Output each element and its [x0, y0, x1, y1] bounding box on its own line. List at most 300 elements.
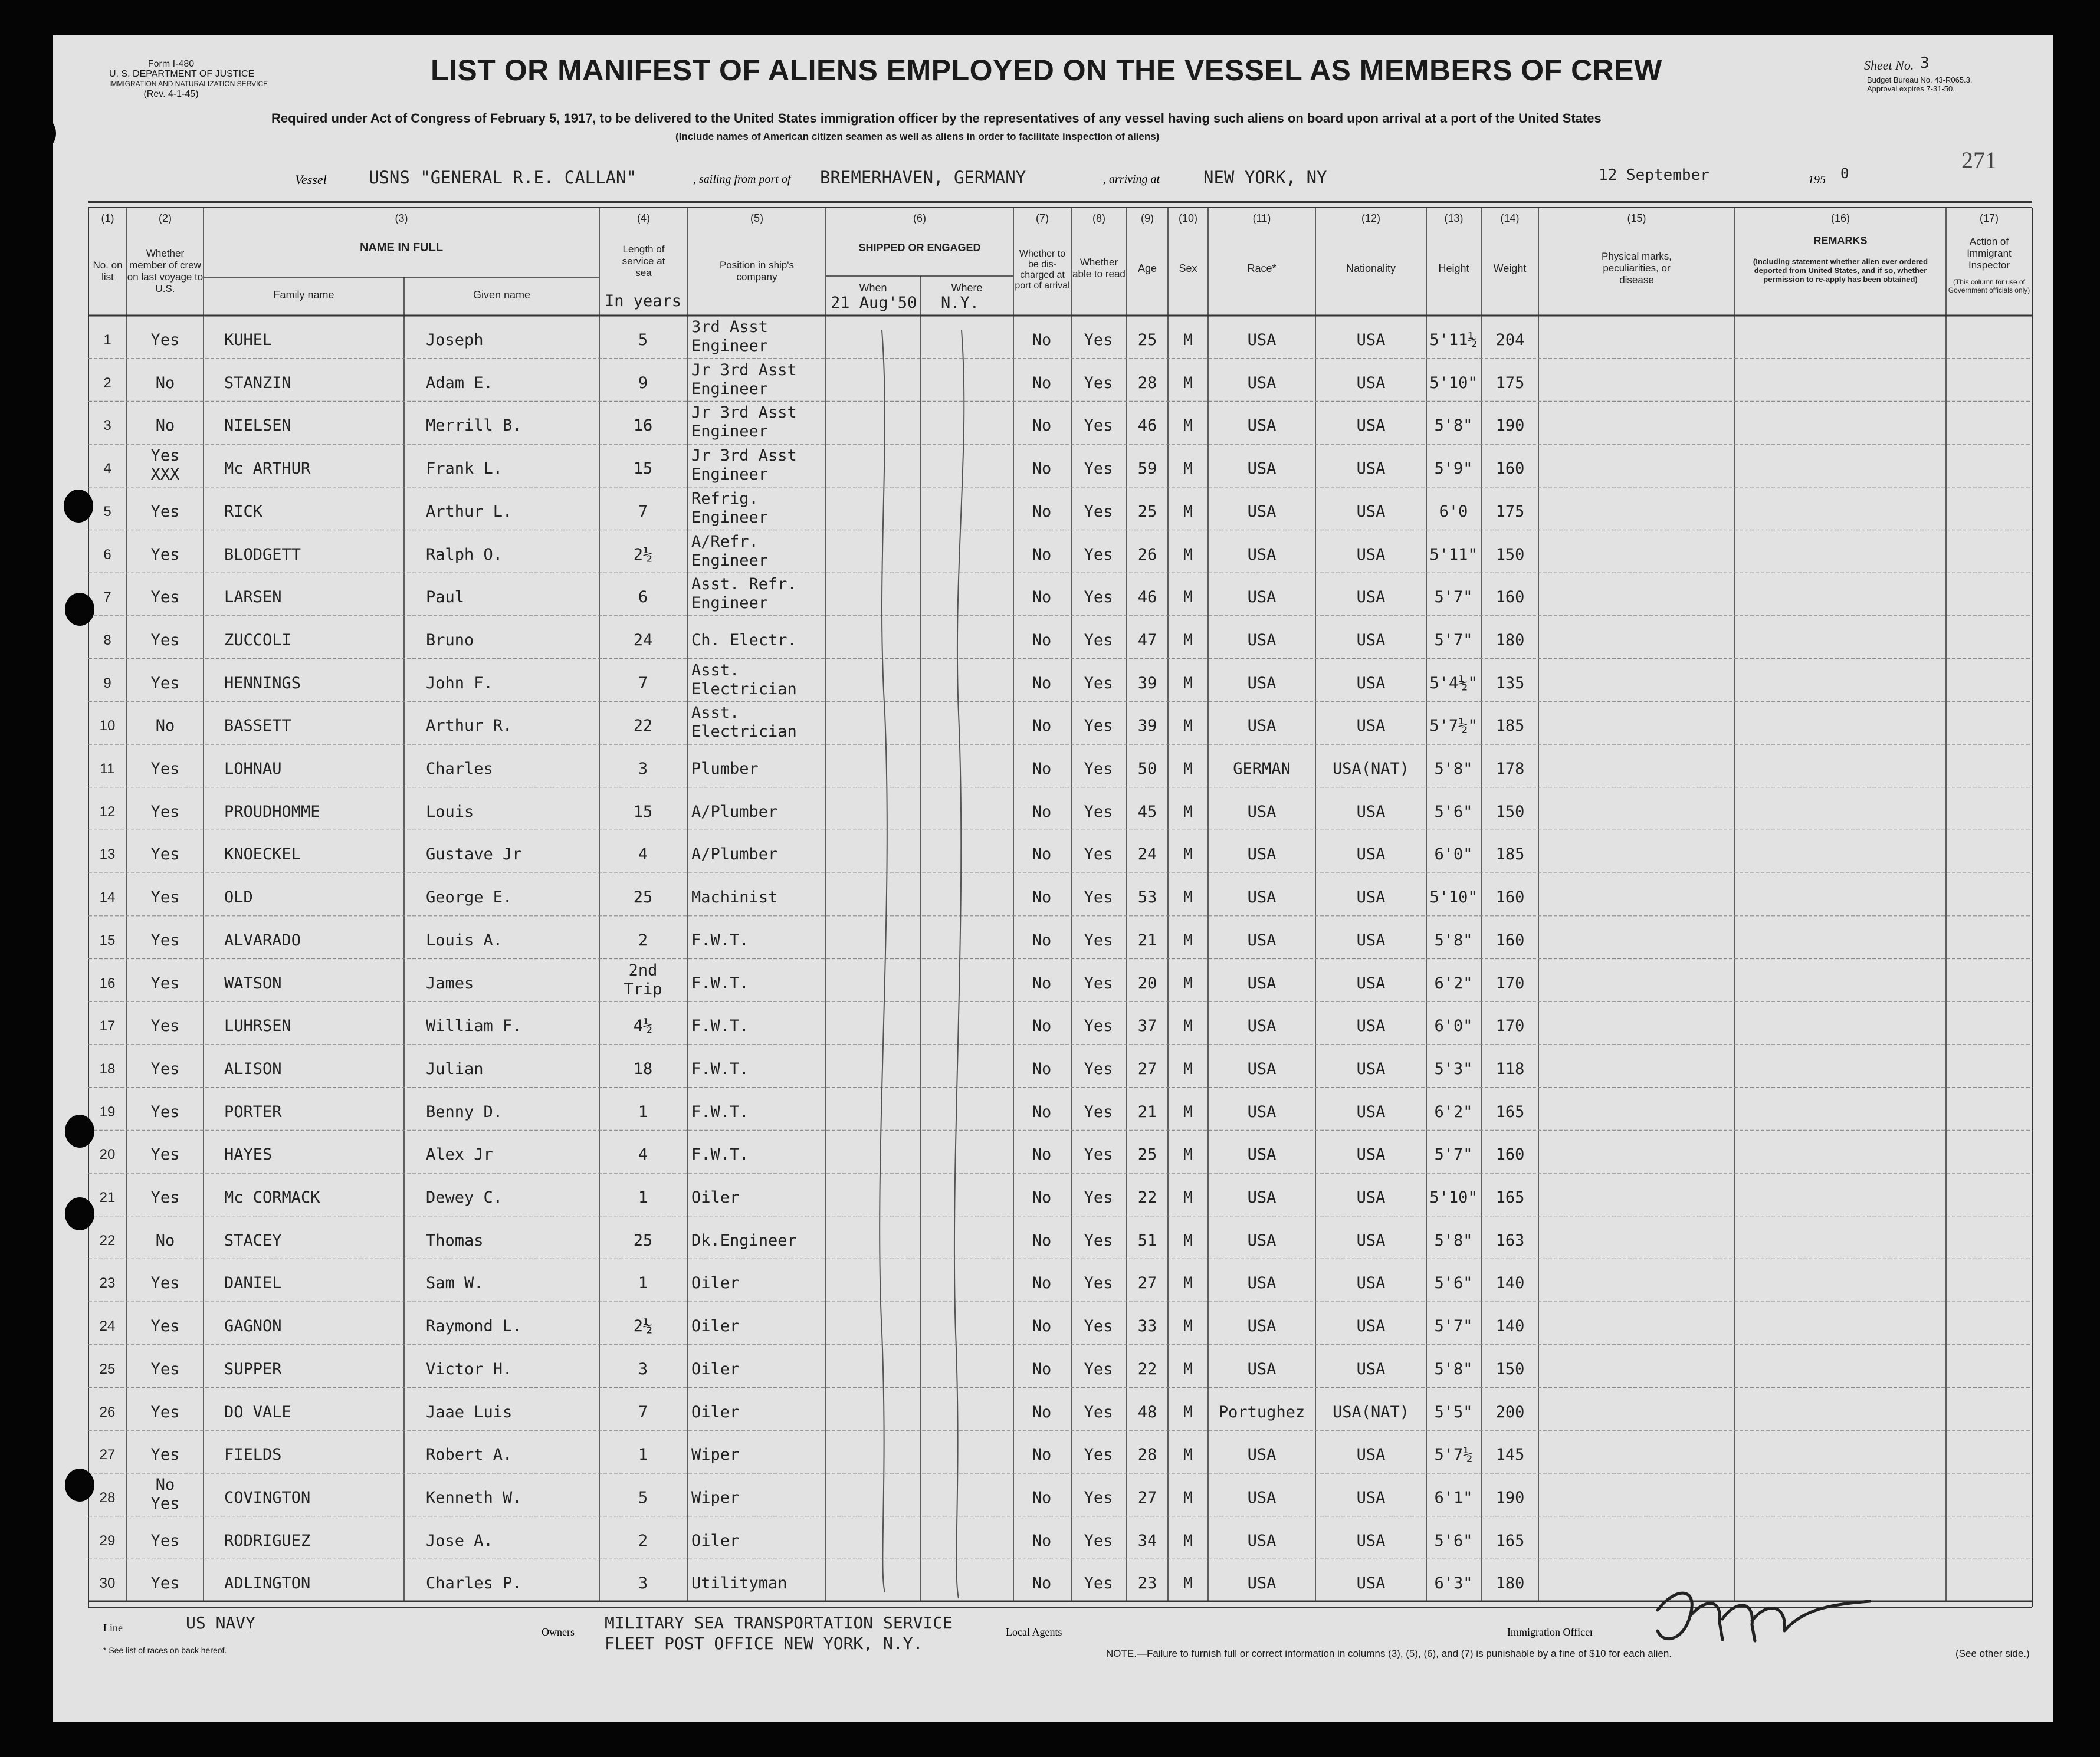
cell-nat: USA	[1356, 459, 1386, 478]
cell-nat: USA	[1356, 845, 1386, 864]
cell-disch: No	[1032, 845, 1052, 864]
cell-given: Jaae Luis	[426, 1403, 513, 1421]
cell-family: OLD	[224, 888, 253, 907]
cell-height: 5'11½	[1429, 331, 1478, 349]
cell-nat: USA	[1356, 1317, 1386, 1336]
cell-service: 1	[638, 1102, 648, 1121]
cell-position: A/Plumber	[691, 802, 778, 821]
local-agents-label: Local Agents	[1006, 1626, 1062, 1638]
cell-no: 4	[103, 461, 111, 477]
cell-nat: USA	[1356, 502, 1386, 521]
cell-family: KUHEL	[224, 331, 273, 349]
cell-sex: M	[1183, 1403, 1193, 1421]
header-race: Race*	[1247, 262, 1277, 274]
line-value: US NAVY	[186, 1613, 256, 1633]
punch-hole	[65, 593, 94, 626]
cell-service: 4	[638, 845, 648, 864]
cell-family: STACEY	[224, 1231, 282, 1250]
cell-no: 8	[103, 632, 111, 648]
cell-read: Yes	[1084, 1403, 1113, 1421]
cell-read: Yes	[1084, 1446, 1113, 1464]
cell-service: 2	[638, 931, 648, 950]
subtitle-note: (Include names of American citizen seamen as well as aliens in order to facilitate inspection of aliens)	[675, 131, 1160, 142]
cell-disch: No	[1032, 1317, 1052, 1336]
cell-prev: Yes	[150, 974, 180, 993]
punch-hole	[65, 1115, 94, 1148]
header-where: Where	[951, 282, 983, 294]
cell-race: USA	[1247, 1274, 1277, 1293]
cell-service: 24	[633, 630, 653, 649]
cell-disch: No	[1032, 1145, 1052, 1164]
cell-race: USA	[1247, 1231, 1277, 1250]
cell-weight: 160	[1495, 1145, 1525, 1164]
header-position: Position in ship's company	[719, 260, 795, 283]
cell-family: PROUDHOMME	[224, 802, 320, 821]
owners-line-1: MILITARY SEA TRANSPORTATION SERVICE	[605, 1613, 953, 1633]
cell-given: Joseph	[426, 331, 484, 349]
cell-no: 7	[103, 589, 111, 606]
cell-family: LARSEN	[224, 588, 282, 607]
cell-race: USA	[1247, 331, 1277, 349]
cell-height: 6'2"	[1434, 974, 1473, 993]
cell-age: 26	[1137, 545, 1157, 564]
fine-note: NOTE.—Failure to furnish full or correct information in columns (3), (5), (6), and (7) is punishable by a fine of $10 for each alien.	[1106, 1648, 1672, 1659]
shipped-where: N.Y.	[941, 294, 980, 312]
cell-weight: 185	[1495, 845, 1525, 864]
cell-no: 18	[99, 1060, 116, 1077]
cell-family: ADLINGTON	[224, 1574, 311, 1593]
cell-disch: No	[1032, 1102, 1052, 1121]
cell-read: Yes	[1084, 1317, 1113, 1336]
cell-height: 5'3"	[1434, 1059, 1473, 1078]
cell-sex: M	[1183, 1488, 1193, 1507]
cell-no: 20	[99, 1147, 116, 1163]
col-number-10: (10)	[1178, 212, 1197, 224]
cell-weight: 190	[1495, 1488, 1525, 1507]
cell-sex: M	[1183, 1231, 1193, 1250]
header-shipped-engaged: SHIPPED OR ENGAGED	[858, 242, 981, 254]
punch-hole	[64, 490, 93, 523]
cell-position: Jr 3rd Asst Engineer	[691, 403, 797, 441]
cell-prev: Yes	[150, 931, 180, 950]
manifest-sheet	[53, 35, 2053, 1722]
cell-no: 15	[99, 932, 116, 948]
cell-position: Asst. Electrician	[691, 704, 797, 741]
col-number-5: (5)	[750, 212, 763, 224]
cell-read: Yes	[1084, 416, 1113, 435]
cell-age: 28	[1137, 1446, 1157, 1464]
revision: (Rev. 4-1-45)	[143, 89, 199, 99]
cell-read: Yes	[1084, 373, 1113, 392]
cell-service: 3	[638, 1359, 648, 1378]
cell-nat: USA	[1356, 974, 1386, 993]
cell-position: Machinist	[691, 888, 778, 907]
cell-height: 5'8"	[1434, 416, 1473, 435]
cell-no: 26	[99, 1404, 116, 1420]
arrival-date: 12 September	[1599, 166, 1709, 184]
cell-no: 3	[103, 418, 111, 434]
races-footnote: * See list of races on back hereof.	[103, 1646, 227, 1655]
cell-height: 5'5"	[1434, 1403, 1473, 1421]
cell-nat: USA	[1356, 888, 1386, 907]
cell-sex: M	[1183, 1359, 1193, 1378]
cell-age: 28	[1137, 373, 1157, 392]
cell-prev: Yes	[150, 1574, 180, 1593]
cell-sex: M	[1183, 1274, 1193, 1293]
cell-race: USA	[1247, 1017, 1277, 1036]
cell-service: 22	[633, 717, 653, 735]
cell-service: 1	[638, 1274, 648, 1293]
punch-hole	[65, 1197, 94, 1230]
cell-position: 3rd Asst Engineer	[691, 318, 769, 355]
cell-given: Louis	[426, 802, 474, 821]
cell-position: Oiler	[691, 1403, 740, 1421]
cell-prev: Yes	[150, 760, 180, 778]
cell-position: Dk.Engineer	[691, 1231, 797, 1250]
cell-age: 25	[1137, 502, 1157, 521]
cell-position: F.W.T.	[691, 931, 749, 950]
cell-disch: No	[1032, 1231, 1052, 1250]
immigration-officer-label: Immigration Officer	[1507, 1626, 1594, 1638]
cell-weight: 160	[1495, 588, 1525, 607]
cell-age: 48	[1137, 1403, 1157, 1421]
cell-no: 17	[99, 1018, 116, 1035]
cell-prev: Yes	[150, 630, 180, 649]
owners-label: Owners	[542, 1626, 575, 1638]
cell-given: George E.	[426, 888, 513, 907]
cell-weight: 204	[1495, 331, 1525, 349]
cell-age: 37	[1137, 1017, 1157, 1036]
cell-given: Julian	[426, 1059, 484, 1078]
budget-number: Budget Bureau No. 43-R065.3.	[1867, 75, 1973, 84]
cell-read: Yes	[1084, 1102, 1113, 1121]
cell-age: 34	[1137, 1531, 1157, 1550]
page-title: LIST OR MANIFEST OF ALIENS EMPLOYED ON THE VESSEL AS MEMBERS OF CREW	[431, 54, 1662, 87]
line-label: Line	[103, 1622, 123, 1634]
vessel-name: USNS "GENERAL R.E. CALLAN"	[369, 168, 636, 188]
cell-age: 46	[1137, 588, 1157, 607]
cell-race: USA	[1247, 1531, 1277, 1550]
cell-sex: M	[1183, 974, 1193, 993]
cell-service: 16	[633, 416, 653, 435]
cell-weight: 150	[1495, 545, 1525, 564]
cell-sex: M	[1183, 545, 1193, 564]
cell-read: Yes	[1084, 545, 1113, 564]
cell-no: 1	[103, 332, 111, 348]
cell-position: Jr 3rd Asst Engineer	[691, 446, 797, 484]
cell-height: 5'4½"	[1429, 674, 1478, 692]
cell-read: Yes	[1084, 588, 1113, 607]
cell-weight: 163	[1495, 1231, 1525, 1250]
cell-race: USA	[1247, 931, 1277, 950]
cell-read: Yes	[1084, 1188, 1113, 1207]
cell-disch: No	[1032, 802, 1052, 821]
cell-nat: USA	[1356, 1359, 1386, 1378]
arriving-port: NEW YORK, NY	[1203, 168, 1327, 188]
cell-prev: Yes	[150, 888, 180, 907]
cell-disch: No	[1032, 1274, 1052, 1293]
cell-sex: M	[1183, 459, 1193, 478]
cell-disch: No	[1032, 588, 1052, 607]
arriving-label: , arriving at	[1103, 173, 1160, 186]
cell-service: 2	[638, 1531, 648, 1550]
cell-sex: M	[1183, 888, 1193, 907]
header-height: Height	[1438, 262, 1469, 274]
cell-nat: USA	[1356, 1231, 1386, 1250]
cell-position: F.W.T.	[691, 1102, 749, 1121]
cell-race: USA	[1247, 545, 1277, 564]
cell-sex: M	[1183, 373, 1193, 392]
cell-read: Yes	[1084, 888, 1113, 907]
cell-age: 27	[1137, 1274, 1157, 1293]
cell-sex: M	[1183, 674, 1193, 692]
cell-given: William F.	[426, 1017, 522, 1036]
cell-service: 18	[633, 1059, 653, 1078]
col-number-8: (8)	[1092, 212, 1105, 224]
cell-sex: M	[1183, 1145, 1193, 1164]
cell-disch: No	[1032, 1403, 1052, 1421]
cell-no: 5	[103, 503, 111, 520]
cell-given: Dewey C.	[426, 1188, 503, 1207]
year-prefix: 195	[1808, 173, 1826, 186]
cell-nat: USA	[1356, 588, 1386, 607]
cell-family: STANZIN	[224, 373, 291, 392]
cell-age: 50	[1137, 760, 1157, 778]
cell-weight: 145	[1495, 1446, 1525, 1464]
col-number-2: (2)	[159, 212, 172, 224]
cell-age: 46	[1137, 416, 1157, 435]
cell-sex: M	[1183, 1102, 1193, 1121]
cell-position: Wiper	[691, 1488, 740, 1507]
sheet-number: 3	[1920, 54, 1930, 72]
cell-race: USA	[1247, 1059, 1277, 1078]
cell-service: 15	[633, 802, 653, 821]
cell-position: A/Refr. Engineer	[691, 532, 769, 570]
cell-height: 5'10"	[1429, 888, 1478, 907]
cell-family: WATSON	[224, 974, 282, 993]
cell-nat: USA(NAT)	[1332, 760, 1410, 778]
cell-disch: No	[1032, 1188, 1052, 1207]
cell-no: 19	[99, 1104, 116, 1120]
header-remarks: REMARKS	[1813, 234, 1868, 247]
cell-no: 11	[100, 761, 115, 777]
cell-given: Louis A.	[426, 931, 503, 950]
cell-age: 24	[1137, 845, 1157, 864]
header-discharged: Whether to be dis-charged at port of arrival	[1015, 248, 1070, 291]
col-number-7: (7)	[1036, 212, 1049, 224]
cell-disch: No	[1032, 459, 1052, 478]
form-number: Form I-480	[147, 59, 195, 69]
cell-nat: USA	[1356, 416, 1386, 435]
cell-read: Yes	[1084, 1488, 1113, 1507]
cell-position: F.W.T.	[691, 1059, 749, 1078]
punch-hole	[27, 117, 56, 150]
col-number-9: (9)	[1141, 212, 1154, 224]
cell-sex: M	[1183, 630, 1193, 649]
cell-height: 5'6"	[1434, 1274, 1473, 1293]
approval-expiry: Approval expires 7-31-50.	[1867, 84, 1955, 93]
cell-nat: USA	[1356, 1188, 1386, 1207]
cell-position: Ch. Electr.	[691, 630, 797, 649]
cell-sex: M	[1183, 1574, 1193, 1593]
cell-age: 27	[1137, 1488, 1157, 1507]
cell-service: 4½	[633, 1017, 653, 1036]
cell-race: USA	[1247, 1488, 1277, 1507]
cell-service: 7	[638, 674, 648, 692]
cell-position: Utilityman	[691, 1574, 788, 1593]
header-able-to-read: Whether able to read	[1072, 257, 1126, 280]
cell-height: 5'7"	[1434, 588, 1473, 607]
cell-family: ZUCCOLI	[224, 630, 291, 649]
cell-sex: M	[1183, 331, 1193, 349]
cell-disch: No	[1032, 674, 1052, 692]
cell-family: PORTER	[224, 1102, 282, 1121]
cell-given: Adam E.	[426, 373, 493, 392]
cell-race: USA	[1247, 1102, 1277, 1121]
cell-race: USA	[1247, 1145, 1277, 1164]
cell-age: 22	[1137, 1359, 1157, 1378]
cell-height: 5'10"	[1429, 1188, 1478, 1207]
cell-given: Victor H.	[426, 1359, 513, 1378]
cell-weight: 140	[1495, 1317, 1525, 1336]
cell-nat: USA(NAT)	[1332, 1403, 1410, 1421]
cell-nat: USA	[1356, 630, 1386, 649]
cell-height: 5'9"	[1434, 459, 1473, 478]
cell-race: USA	[1247, 459, 1277, 478]
cell-family: Mc ARTHUR	[224, 459, 311, 478]
cell-weight: 135	[1495, 674, 1525, 692]
cell-prev: No	[155, 1231, 175, 1250]
cell-service: 6	[638, 588, 648, 607]
cell-read: Yes	[1084, 1145, 1113, 1164]
cell-weight: 165	[1495, 1102, 1525, 1121]
cell-family: Mc CORMACK	[224, 1188, 320, 1207]
cell-read: Yes	[1084, 802, 1113, 821]
cell-disch: No	[1032, 331, 1052, 349]
cell-weight: 190	[1495, 416, 1525, 435]
col-number-14: (14)	[1500, 212, 1520, 224]
cell-nat: USA	[1356, 331, 1386, 349]
cell-prev: Yes	[150, 674, 180, 692]
cell-read: Yes	[1084, 331, 1113, 349]
cell-position: Jr 3rd Asst Engineer	[691, 360, 797, 398]
cell-service: 2½	[633, 1317, 653, 1336]
cell-no: 30	[99, 1575, 116, 1592]
cell-nat: USA	[1356, 802, 1386, 821]
cell-position: Refrig. Engineer	[691, 489, 769, 527]
cell-position: A/Plumber	[691, 845, 778, 864]
cell-age: 21	[1137, 931, 1157, 950]
header-nationality: Nationality	[1346, 262, 1396, 274]
stamp-number: 271	[1961, 147, 1997, 173]
cell-disch: No	[1032, 416, 1052, 435]
cell-prev: Yes	[150, 1274, 180, 1293]
cell-height: 6'0	[1439, 502, 1468, 521]
cell-height: 5'7"	[1434, 630, 1473, 649]
cell-disch: No	[1032, 1059, 1052, 1078]
header-weight: Weight	[1493, 262, 1527, 274]
cell-age: 51	[1137, 1231, 1157, 1250]
cell-family: NIELSEN	[224, 416, 291, 435]
cell-read: Yes	[1084, 459, 1113, 478]
cell-race: USA	[1247, 502, 1277, 521]
cell-no: 25	[99, 1361, 116, 1377]
cell-weight: 175	[1495, 502, 1525, 521]
cell-height: 5'7½	[1434, 1446, 1473, 1464]
cell-weight: 160	[1495, 931, 1525, 950]
cell-prev: Yes	[150, 1188, 180, 1207]
cell-height: 5'10"	[1429, 373, 1478, 392]
cell-height: 5'8"	[1434, 1359, 1473, 1378]
cell-height: 5'7"	[1434, 1317, 1473, 1336]
cell-position: Oiler	[691, 1359, 740, 1378]
cell-height: 6'0"	[1434, 845, 1473, 864]
cell-race: Portughez	[1218, 1403, 1305, 1421]
cell-weight: 200	[1495, 1403, 1525, 1421]
header-previous-voyage: Whether member of crew on last voyage to U.S.	[127, 248, 204, 294]
col-number-11: (11)	[1252, 212, 1271, 224]
cell-no: 23	[99, 1275, 116, 1292]
cell-read: Yes	[1084, 1059, 1113, 1078]
col-number-12: (12)	[1361, 212, 1380, 224]
cell-position: F.W.T.	[691, 974, 749, 993]
cell-race: USA	[1247, 416, 1277, 435]
cell-read: Yes	[1084, 931, 1113, 950]
cell-service: 4	[638, 1145, 648, 1164]
cell-nat: USA	[1356, 545, 1386, 564]
cell-no: 12	[99, 803, 116, 820]
cell-race: USA	[1247, 802, 1277, 821]
cell-family: HENNINGS	[224, 674, 301, 692]
header-age: Age	[1137, 262, 1157, 274]
cell-prev: Yes	[150, 1145, 180, 1164]
cell-sex: M	[1183, 502, 1193, 521]
cell-weight: 165	[1495, 1188, 1525, 1207]
cell-no: 10	[99, 718, 116, 734]
cell-prev: Yes	[150, 1403, 180, 1421]
col-number-3: (3)	[395, 212, 408, 224]
cell-given: Raymond L.	[426, 1317, 522, 1336]
cell-disch: No	[1032, 1488, 1052, 1507]
cell-race: USA	[1247, 1359, 1277, 1378]
cell-disch: No	[1032, 545, 1052, 564]
cell-prev: Yes	[150, 1017, 180, 1036]
cell-age: 45	[1137, 802, 1157, 821]
col-number-16: (16)	[1830, 212, 1850, 224]
cell-race: USA	[1247, 1317, 1277, 1336]
cell-age: 21	[1137, 1102, 1157, 1121]
cell-prev: Yes	[150, 1531, 180, 1550]
cell-prev: Yes	[150, 1059, 180, 1078]
cell-no: 9	[103, 675, 111, 691]
header-family-name: Family name	[273, 289, 334, 301]
cell-height: 5'7"	[1434, 1145, 1473, 1164]
cell-family: RICK	[224, 502, 263, 521]
header-no-on-list: No. on list	[93, 260, 123, 283]
cell-race: USA	[1247, 717, 1277, 735]
cell-sex: M	[1183, 1446, 1193, 1464]
cell-given: Sam W.	[426, 1274, 484, 1293]
cell-disch: No	[1032, 1574, 1052, 1593]
cell-position: Oiler	[691, 1317, 740, 1336]
cell-no: 14	[99, 889, 116, 906]
cell-service: 3	[638, 760, 648, 778]
cell-race: USA	[1247, 630, 1277, 649]
cell-prev: Yes	[150, 1359, 180, 1378]
see-other-side: (See other side.)	[1955, 1648, 2030, 1659]
cell-age: 23	[1137, 1574, 1157, 1593]
subtitle: Required under Act of Congress of February 5, 1917, to be delivered to the United States immigration officer by the representatives of any vessel having such aliens on board upon arrival at a port of the United States	[271, 111, 1602, 126]
